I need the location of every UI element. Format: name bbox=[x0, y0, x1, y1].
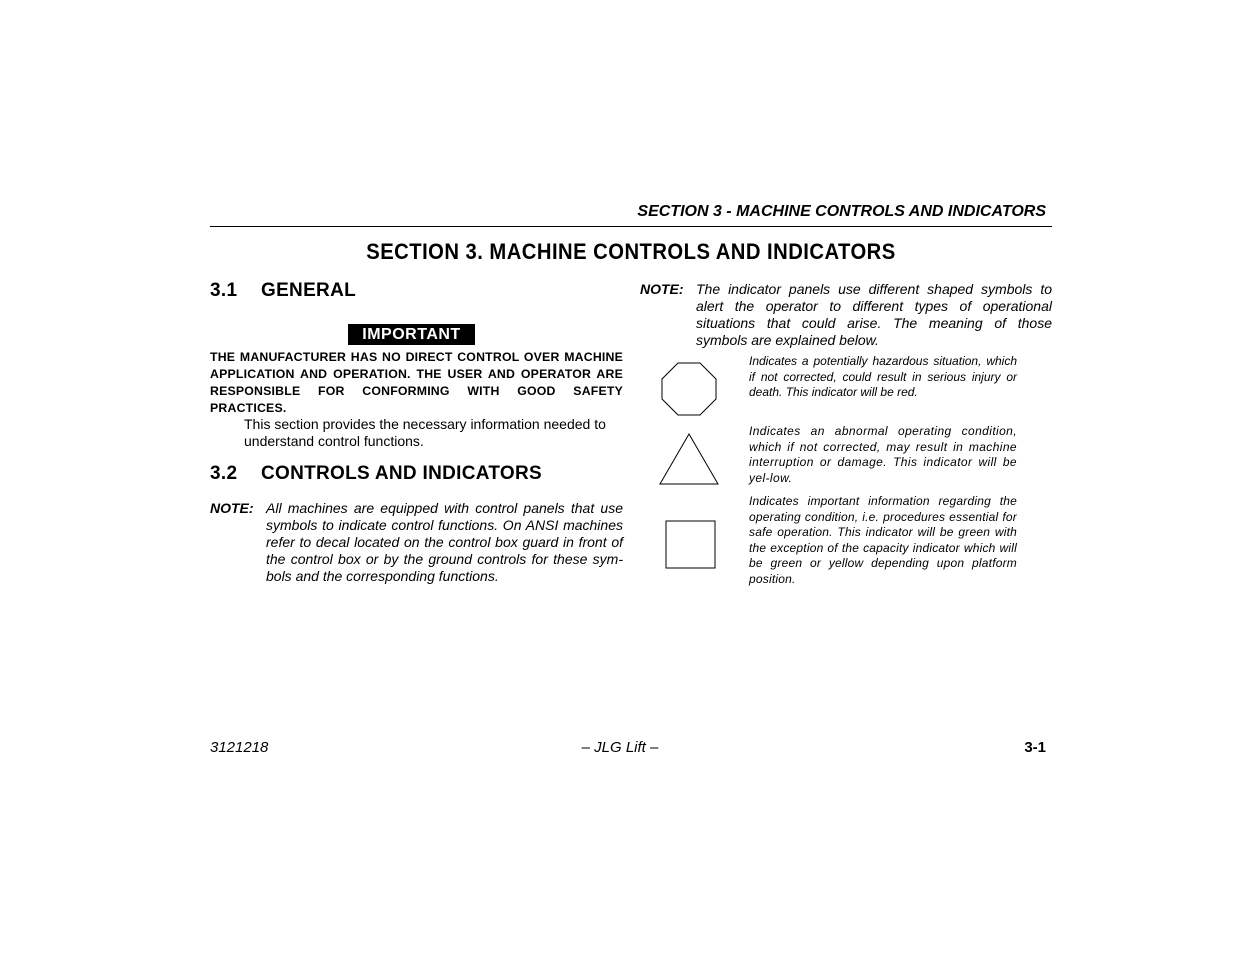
header-rule bbox=[210, 226, 1052, 227]
legend-text-square: Indicates important information regarding the operating condition, i.e. procedures essential for safe operation. This indicator will be green with the exception of the capacity indicator which will be green or yellow depending upon platform position. bbox=[749, 494, 1017, 586]
legend-text-triangle: Indicates an abnormal operating condition, which if not corrected, may result in machine interruption or damage. This indicator will be yel-low. bbox=[749, 424, 1017, 485]
running-header: SECTION 3 - MACHINE CONTROLS AND INDICATORS bbox=[637, 203, 1046, 220]
controls-title: CONTROLS AND INDICATORS bbox=[261, 463, 542, 484]
footer-doc-number: 3121218 bbox=[210, 739, 269, 756]
general-heading bbox=[210, 280, 356, 302]
octagon-icon bbox=[660, 362, 718, 416]
square-icon bbox=[665, 520, 717, 570]
general-title: GENERAL bbox=[261, 280, 356, 301]
footer-page-number: 3-1 bbox=[1024, 739, 1046, 756]
controls-note-text: All machines are equipped with control panels that use symbols to indicate control functions. On ANSI machines refer to decal located on the control box guard in front of the control box or by the ground controls for these sym-bols and the corresponding functions. bbox=[266, 500, 623, 584]
legend-text-octagon: Indicates a potentially hazardous situation, which if not corrected, could result in serious injury or death. This indicator will be red. bbox=[749, 354, 1017, 399]
controls-note bbox=[210, 500, 623, 585]
symbols-note bbox=[640, 281, 1052, 349]
triangle-icon bbox=[658, 433, 720, 487]
general-body: This section provides the necessary information needed to understand control functions. bbox=[244, 416, 606, 449]
general-number: 3.1 bbox=[210, 280, 238, 301]
controls-number: 3.2 bbox=[210, 463, 238, 484]
important-badge: IMPORTANT bbox=[348, 324, 475, 345]
section-title: SECTION 3. MACHINE CONTROLS AND INDICATORS bbox=[366, 239, 896, 264]
important-text: THE MANUFACTURER HAS NO DIRECT CONTROL OVER MACHINE APPLICATION AND OPERATION. THE USER AND OPERATOR ARE RESPONSIBLE FOR CONFORMING WITH GOOD SAFETY PRACTICES. bbox=[210, 350, 623, 415]
note-label: NOTE: bbox=[210, 500, 254, 516]
note-label: NOTE: bbox=[640, 281, 684, 297]
controls-heading bbox=[210, 463, 542, 485]
footer-center: – JLG Lift – bbox=[581, 739, 659, 756]
symbols-note-text: The indicator panels use different shaped symbols to alert the operator to different types of operational situations that could arise. The meaning of those symbols are explained below. bbox=[696, 281, 1052, 348]
